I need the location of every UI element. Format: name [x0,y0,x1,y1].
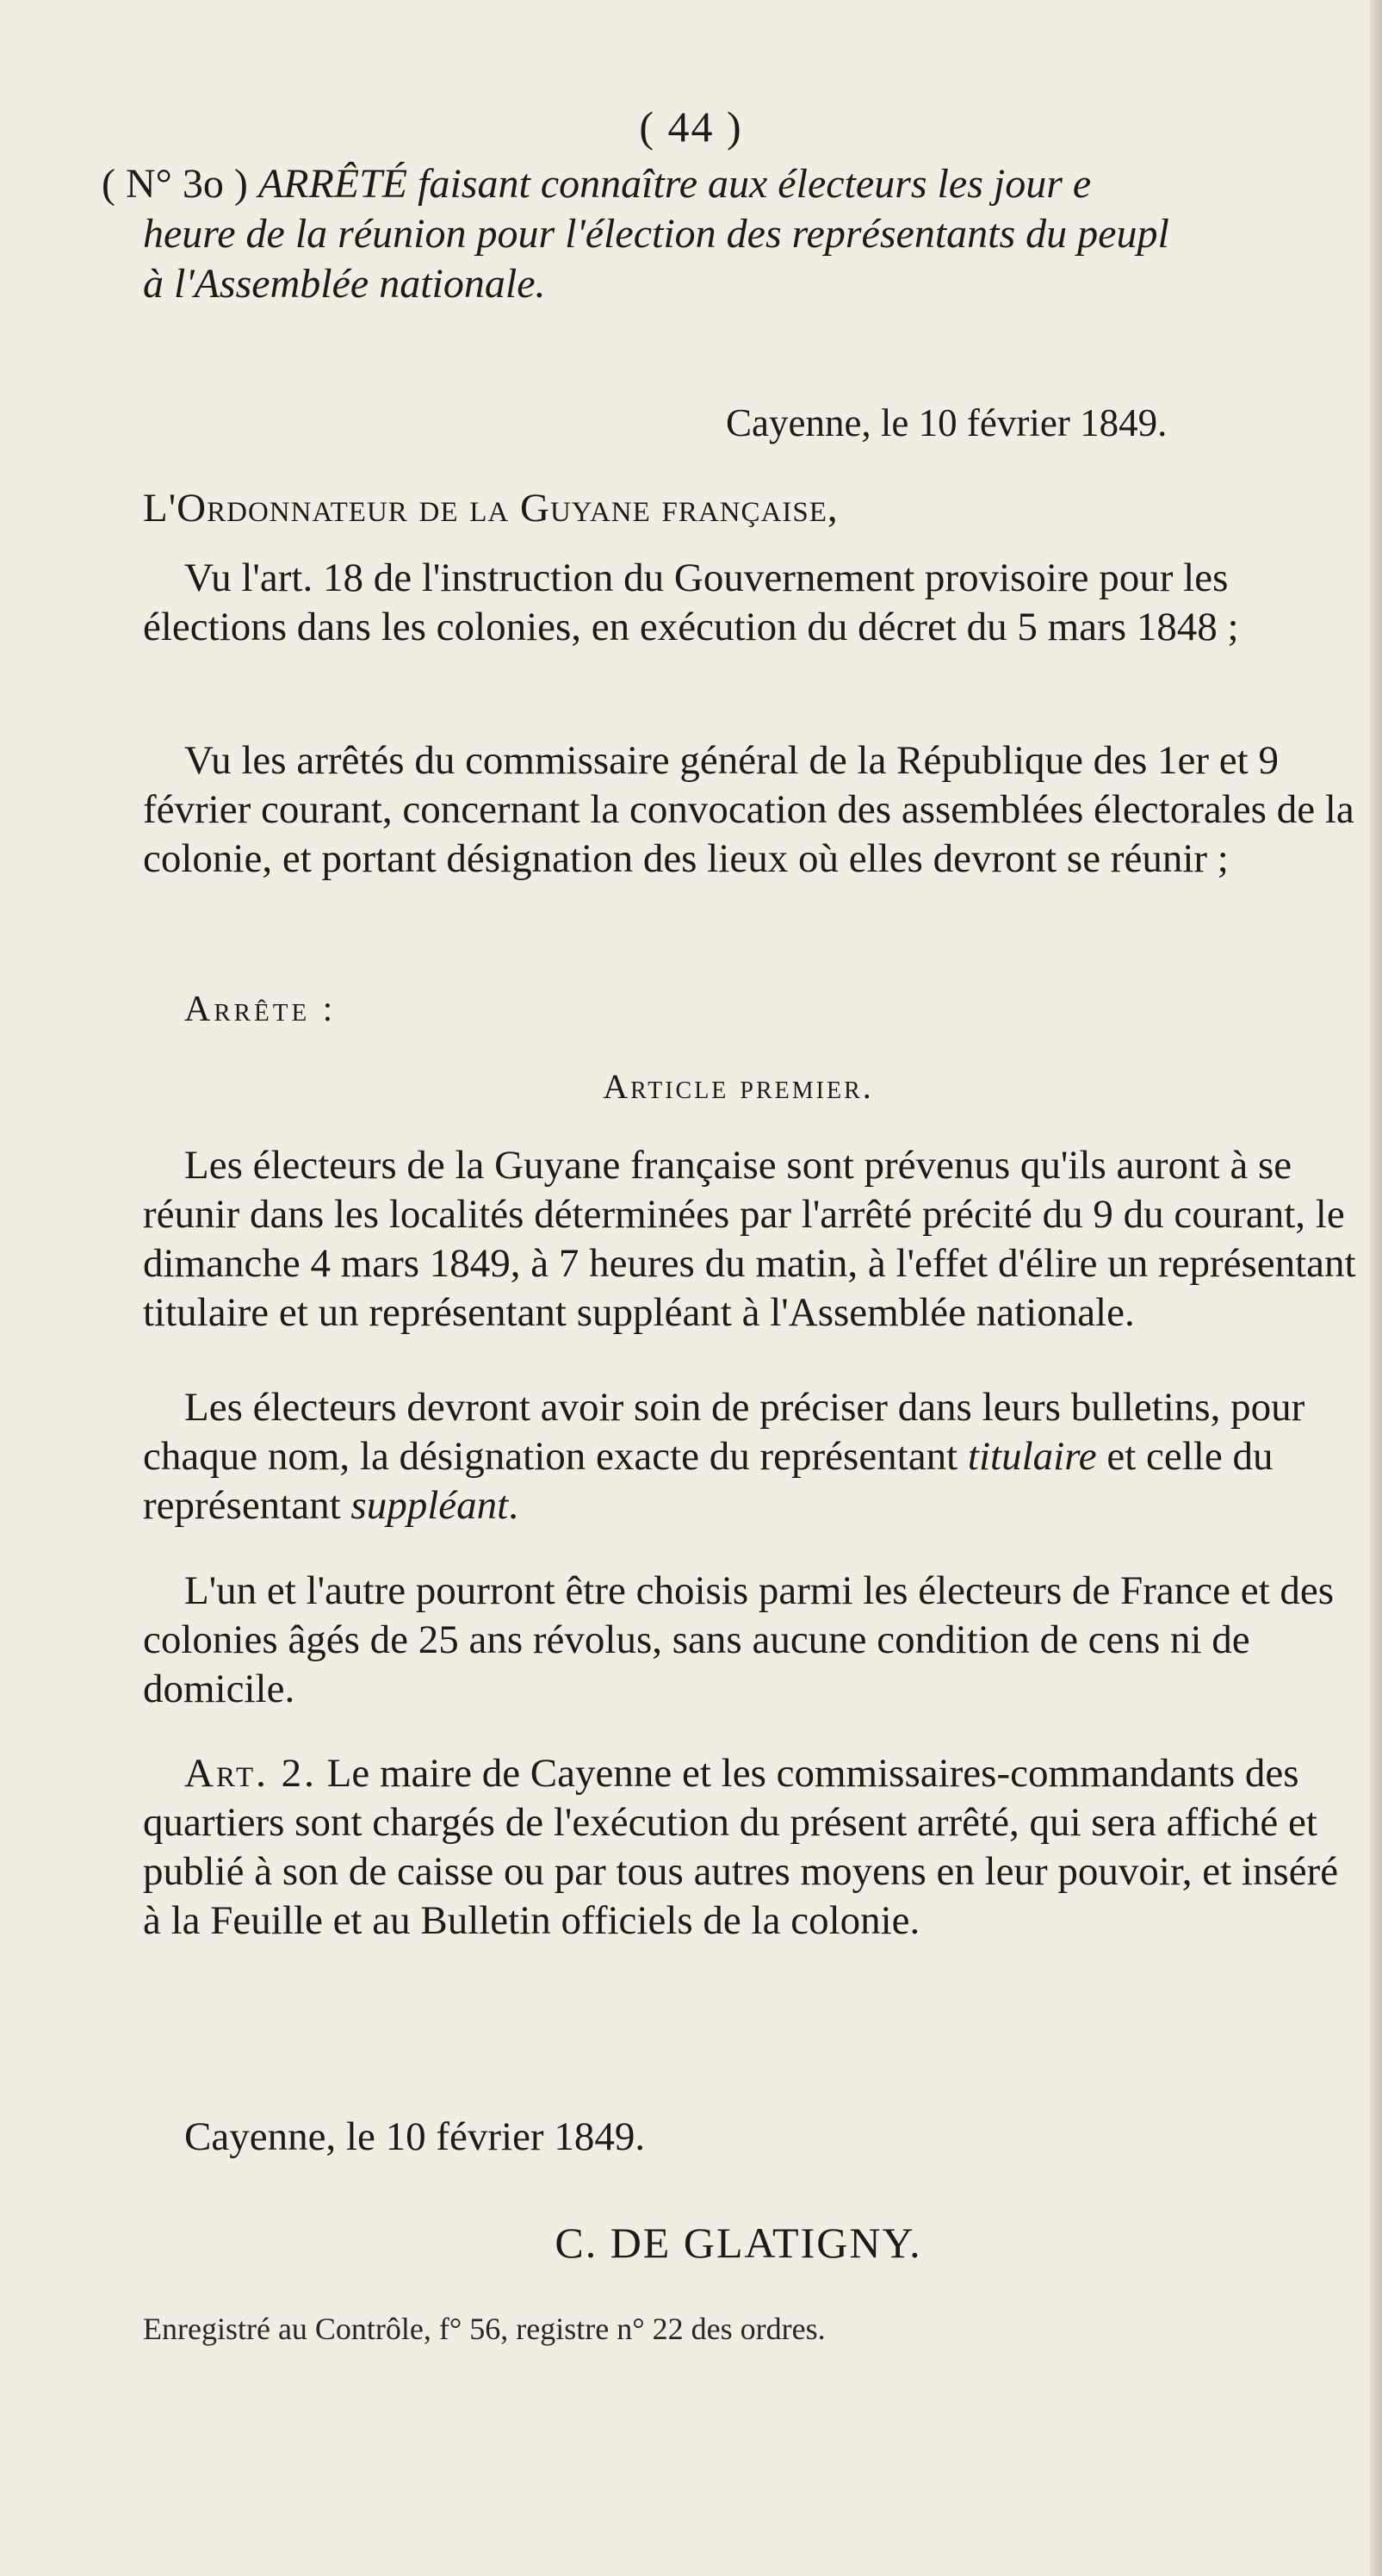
titulaire-emphasis: titulaire [967,1434,1097,1479]
page-edge [1370,0,1382,2576]
article2-text: Le maire de Cayenne et les commissaires-commandants des quartiers sont chargés de l'exécution du présent arrêté, qui sera affiché et publié à son de caisse ou par tous autres moyens en leur pouvoir, et inséré à la Feuille et au Bulletin officiels de la colonie. [143,1751,1339,1943]
suppleant-emphasis: suppléant [350,1483,509,1528]
registration-note: Enregistré au Contrôle, f° 56, registre n° 22 des ordres. [143,2312,826,2346]
issuing-authority: L'Ordonnateur de la Guyane française, [143,486,839,531]
arrete-label: Arrête : [184,990,337,1029]
decree-title-line-1: ARRÊTÉ faisant connaître aux électeurs les jour e [257,161,1092,207]
decree-title-line-3: à l'Assemblée nationale. [143,261,546,307]
article1-paragraph-2-end: . [508,1483,518,1528]
article1-paragraph-1: Les électeurs de la Guyane française sont prévenus qu'ils auront à se réunir dans les localités déterminées par l'arrêté précité du 9 du courant, le dimanche 4 mars 1849, à 7 heures du matin, à l'effet d'élire un représentant titulaire et un représentant suppléant à l'Assemblée nationale. [143,1143,1356,1335]
decree-number: ( N° 3o ) [102,161,248,207]
place-date: Cayenne, le 10 février 1849. [726,401,1168,444]
article2-lead: Art. 2. [184,1751,317,1796]
article1-paragraph-2 [143,1383,1366,1530]
considerant-1: Vu l'art. 18 de l'instruction du Gouvernement provisoire pour les élections dans les colonies, en exécution du décret du 5 mars 1848 ; [143,556,1239,649]
considerant-2: Vu les arrêtés du commissaire général de la République des 1er et 9 février courant, concernant la convocation des assemblées électorales de la colonie, et portant désignation des lieux où elles devront se réunir ; [143,738,1354,881]
page-number: ( 44 ) [639,102,743,151]
article-title: Article premier. [603,1067,874,1106]
signature: C. DE GLATIGNY. [555,2219,922,2267]
closing-date: Cayenne, le 10 février 1849. [184,2114,646,2159]
article1-paragraph-2-text: Les électeurs devront avoir soin de préciser dans leurs bulletins, pour chaque nom, la désignation exacte du représentant [143,1385,1305,1479]
article1-paragraph-3: L'un et l'autre pourront être choisis parmi les électeurs de France et des colonies âgés de 25 ans révolus, sans aucune condition de cens ni de domicile. [143,1568,1335,1711]
decree-heading [102,159,1367,309]
article2-paragraph [143,1749,1366,1946]
article1-paragraph-2-middle: et celle du représentant [143,1434,1274,1528]
decree-title-line-2: heure de la réunion pour l'élection des représentants du peupl [143,211,1169,257]
